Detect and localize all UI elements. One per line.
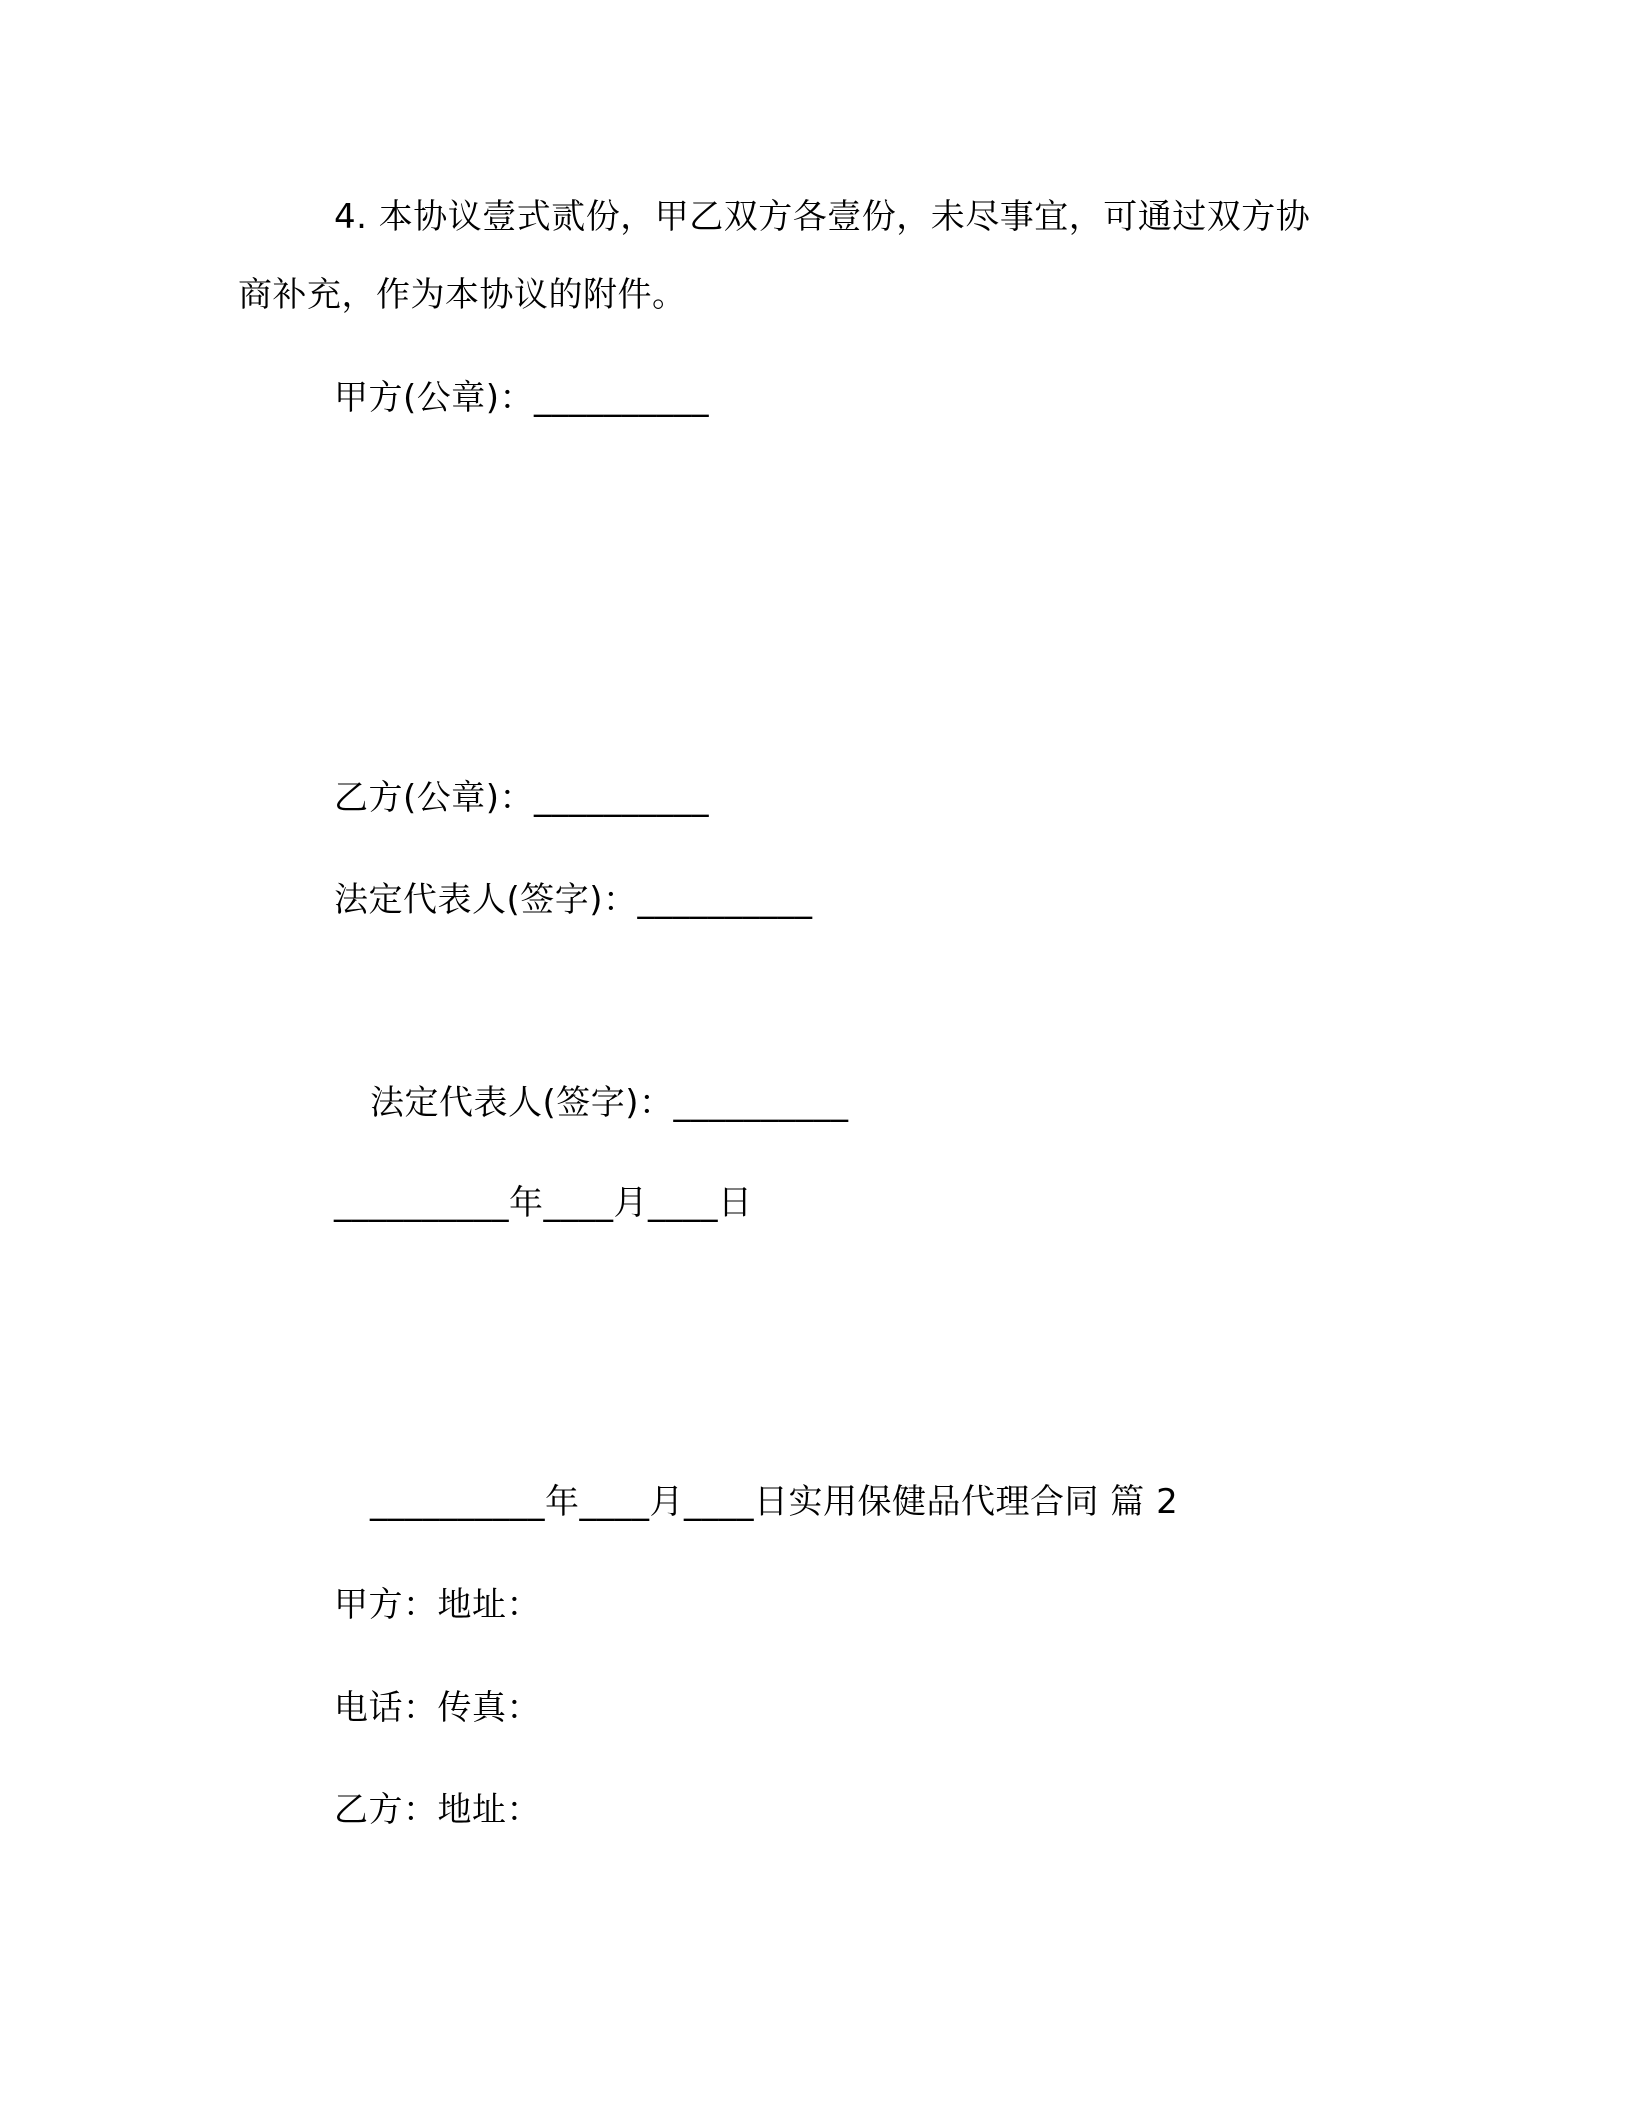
signing-date: __________年____月____日 bbox=[334, 1183, 753, 1223]
phone-fax-field: 电话：传真： bbox=[334, 1688, 541, 1728]
party-a-seal-field: 甲方(公章)：__________ bbox=[334, 378, 710, 418]
party-b-seal-field: 乙方(公章)：__________ bbox=[334, 778, 710, 818]
legal-representative-signature-1: 法定代表人(签字)：__________ bbox=[334, 880, 813, 920]
clause-4-line-1: 4. 本协议壹式贰份，甲乙双方各壹份，未尽事宜，可通过双方协 bbox=[334, 197, 1311, 237]
contract-2-heading: __________年____月____日实用保健品代理合同 篇 2 bbox=[370, 1482, 1179, 1522]
clause-4-line-2: 商补充，作为本协议的附件。 bbox=[238, 275, 687, 315]
party-b-address-field: 乙方：地址： bbox=[334, 1790, 541, 1830]
legal-representative-signature-2: 法定代表人(签字)：__________ bbox=[370, 1083, 849, 1123]
party-a-address-field: 甲方：地址： bbox=[334, 1585, 541, 1625]
